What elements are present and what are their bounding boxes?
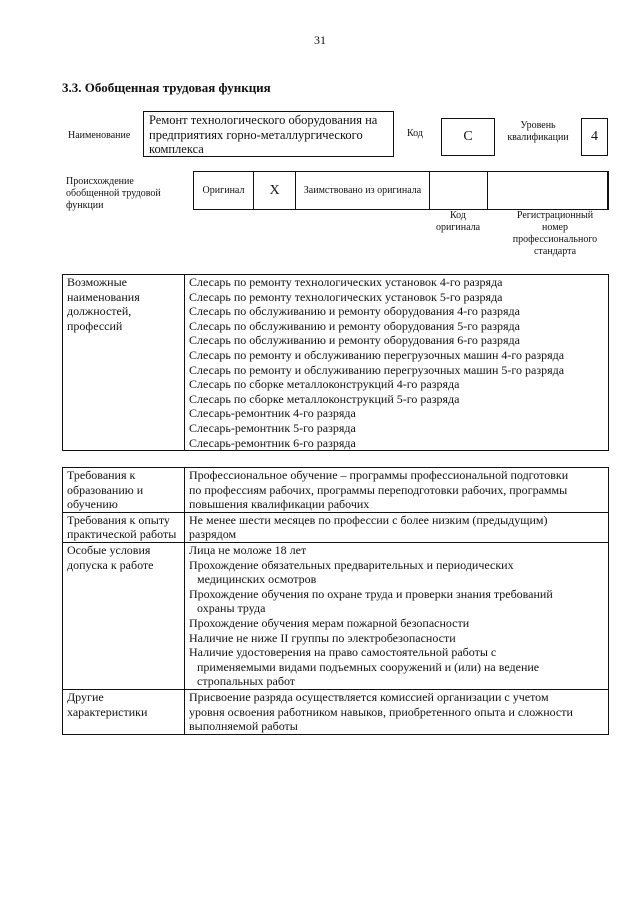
text-line: Не менее шести месяцев по профессии с более низким (предыдущим) <box>189 512 548 527</box>
list-item: Слесарь по сборке металлоконструкций 4-го разряда <box>189 377 460 392</box>
qualification-level-label: Уровень квалификации <box>507 120 569 143</box>
text-line: Наличие не ниже II группы по электробезопасности <box>189 630 456 645</box>
function-name-value: Ремонт технологического оборудования на предприятиях горно-металлургического комплекса <box>143 111 394 157</box>
code-value: C <box>441 118 495 156</box>
experience-label: Требования к опыту практической работы <box>63 512 185 542</box>
other-label: Другие характеристики <box>63 689 185 734</box>
list-item: Слесарь по ремонту технологических установок 4-го разряда <box>189 275 503 289</box>
list-item: Слесарь по обслуживанию и ремонту оборудования 4-го разряда <box>189 304 520 319</box>
text-line: Наличие удостоверения на право самостоятельной работы с <box>189 645 497 660</box>
list-item: Слесарь-ремонтник 5-го разряда <box>189 420 356 435</box>
positions-table <box>62 274 609 451</box>
table-row <box>63 689 609 734</box>
text-line: выполняемой работы <box>189 719 298 734</box>
borrowed-label: Заимствовано из оригинала <box>296 172 430 209</box>
list-item: Слесарь по обслуживанию и ремонту оборудования 6-го разряда <box>189 333 520 348</box>
education-label: Требования к образованию и обучению <box>63 468 185 513</box>
text-line: Прохождение обучения по охране труда и проверки знания требований <box>189 586 553 601</box>
reg-number-label: Регистрационный номер профессионального стандарта <box>512 210 598 257</box>
name-label: Наименование <box>68 130 131 141</box>
code-original-cell <box>430 172 488 209</box>
text-line: Лица не моложе 18 лет <box>189 542 307 557</box>
table-row <box>63 468 609 513</box>
reg-number-cell <box>488 172 608 209</box>
qualification-level-value: 4 <box>581 118 608 156</box>
text-line: Профессиональное обучение – программы профессиональной подготовки <box>189 468 569 482</box>
admission-label: Особые условия допуска к работе <box>63 542 185 689</box>
code-label: Код <box>407 128 423 139</box>
experience-value <box>185 512 609 542</box>
table-row <box>63 512 609 542</box>
text-line: Прохождение обучения мерам пожарной безопасности <box>189 615 470 630</box>
text-line: разрядом <box>189 527 237 542</box>
list-item: Слесарь по ремонту и обслуживанию перегрузочных машин 4-го разряда <box>189 347 565 362</box>
text-line: Присвоение разряда осуществляется комиссией организации с учетом <box>189 689 549 704</box>
page-number: 31 <box>314 33 326 47</box>
positions-list <box>185 275 609 451</box>
text-line: медицинских осмотров <box>197 572 317 587</box>
list-item: Слесарь по ремонту технологических установок 5-го разряда <box>189 289 503 304</box>
origin-label: Происхождение обобщенной трудовой функции <box>66 176 161 211</box>
section-title: 3.3. Обобщенная трудовая функция <box>62 80 271 95</box>
list-item: Слесарь по обслуживанию и ремонту оборудования 5-го разряда <box>189 318 520 333</box>
text-line: Прохождение обязательных предварительных и периодических <box>189 557 514 572</box>
code-original-label: Код оригинала <box>435 210 481 233</box>
table-row <box>63 275 609 451</box>
admission-value <box>185 542 609 689</box>
text-line: повышения квалификации рабочих <box>189 497 370 512</box>
original-label: Оригинал <box>194 172 254 209</box>
list-item: Слесарь-ремонтник 6-го разряда <box>189 435 356 450</box>
positions-label: Возможные наименования должностей, профессий <box>63 275 185 451</box>
list-item: Слесарь-ремонтник 4-го разряда <box>189 406 356 421</box>
text-line: уровня освоения работником навыков, приобретенного опыта и сложности <box>189 704 573 719</box>
education-value <box>185 468 609 513</box>
list-item: Слесарь по ремонту и обслуживанию перегрузочных машин 5-го разряда <box>189 362 565 377</box>
table-row <box>63 542 609 689</box>
requirements-table <box>62 467 609 735</box>
list-item: Слесарь по сборке металлоконструкций 5-го разряда <box>189 391 460 406</box>
text-line: применяемыми видами подъемных сооружений и (или) на ведение <box>197 659 540 674</box>
original-mark: X <box>254 172 296 209</box>
text-line: охраны труда <box>197 601 266 616</box>
text-line: по профессиям рабочих, программы переподготовки рабочих, программы <box>189 482 568 497</box>
other-value <box>185 689 609 734</box>
origin-table <box>193 171 609 210</box>
text-line: стропальных работ <box>197 674 296 689</box>
